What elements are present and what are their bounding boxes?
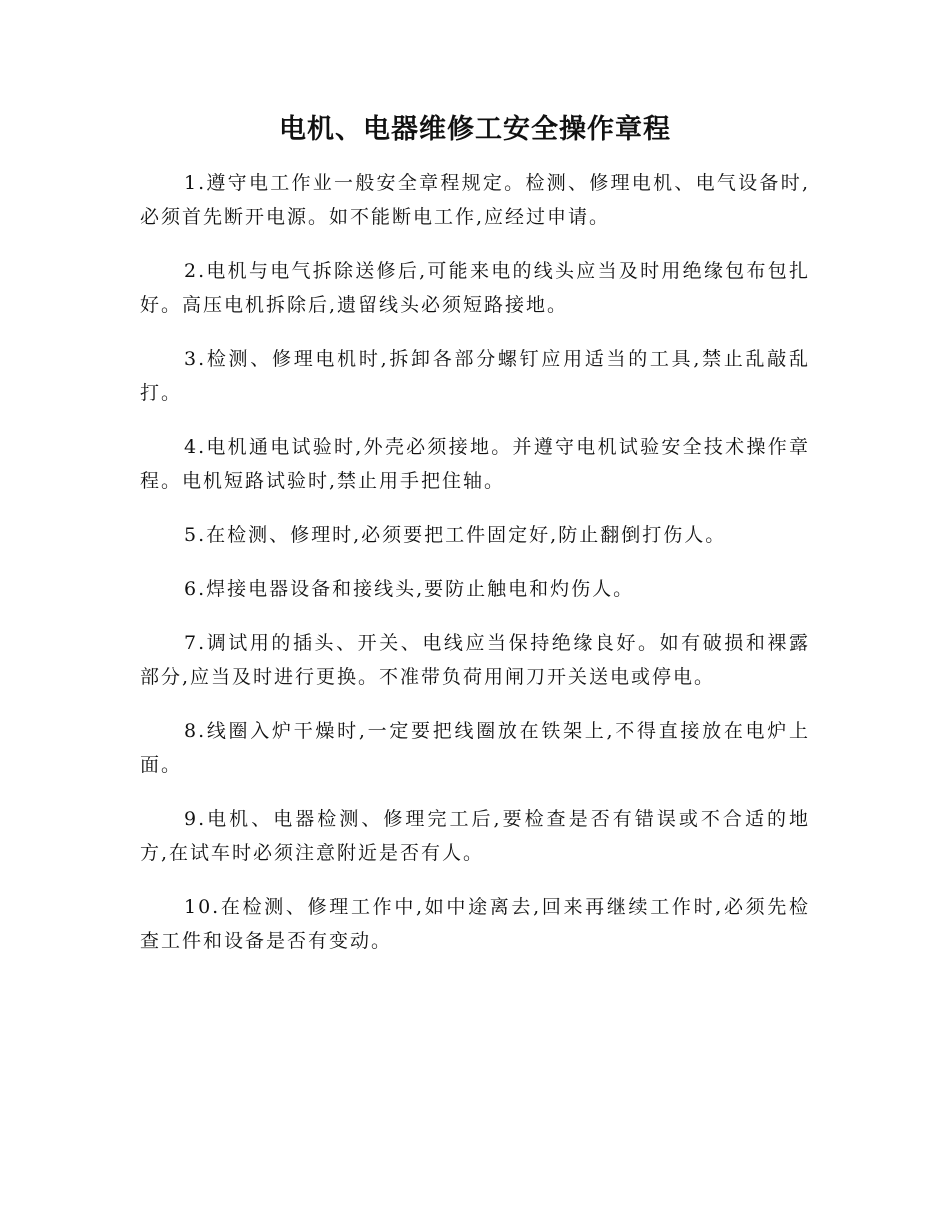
rule-list (140, 166, 810, 978)
rule-item-10: 10.在检测、修理工作中,如中途离去,回来再继续工作时,必须先检查工件和设备是否有变动。 (140, 896, 810, 952)
rule-item-5: 5.在检测、修理时,必须要把工件固定好,防止翻倒打伤人。 (184, 524, 727, 546)
rule-item-3: 3.检测、修理电机时,拆卸各部分螺钉应用适当的工具,禁止乱敲乱打。 (140, 348, 810, 404)
rule-item-2: 2.电机与电气拆除送修后,可能来电的线头应当及时用绝缘包布包扎好。高压电机拆除后,遗留线头必须短路接地。 (140, 260, 810, 316)
document-title: 电机、电器维修工安全操作章程 (279, 114, 671, 145)
rule-item-8: 8.线圈入炉干燥时,一定要把线圈放在铁架上,不得直接放在电炉上面。 (140, 720, 810, 776)
rule-item-7: 7.调试用的插头、开关、电线应当保持绝缘良好。如有破损和裸露部分,应当及时进行更换。不准带负荷用闸刀开关送电或停电。 (140, 632, 810, 688)
rule-item-1: 1.遵守电工作业一般安全章程规定。检测、修理电机、电气设备时,必须首先断开电源。如不能断电工作,应经过申请。 (140, 172, 810, 228)
rule-item-6: 6.焊接电器设备和接线头,要防止触电和灼伤人。 (184, 578, 635, 600)
rule-item-9: 9.电机、电器检测、修理完工后,要检查是否有错误或不合适的地方,在试车时必须注意附近是否有人。 (140, 808, 810, 864)
rule-item-4: 4.电机通电试验时,外壳必须接地。并遵守电机试验安全技术操作章程。电机短路试验时,禁止用手把住轴。 (140, 436, 810, 492)
